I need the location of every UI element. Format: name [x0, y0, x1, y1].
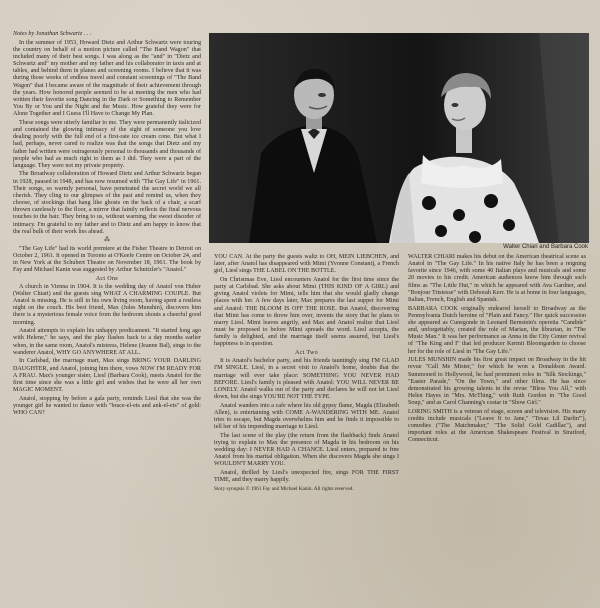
synopsis-paragraph: It is Anatol's bachelor party, and his friends tauntingly sing I'M GLAD I'M SINGLE. Liesl, in a secret visit to Anatol's home, doubts that the marriage will ever take place: SOMETHING YOU NEVER HAD BEFORE. Liesl's family is pleased with Anatol: YOU WILL NEVER BE LONELY. Anatol walks out of the party and declares he will not let Liesl down, but she sings YOU'RE NOT THE TYPE. — [214, 358, 399, 400]
synopsis-paragraph: On Christmas Eve, Liesl encounters Anatol for the first time since the party at Carlsbad. She asks about Mimi (THIS KIND OF A GIRL) and giving Anatol violets for Mimi, tells him that she would gladly change places with her. A few days later, Max prepares the last supper for Mimi and Anatol: THE BLOOM IS OFF THE ROSE. But Anatol, discovering that Mimi has come to throw him over, invents the story that he plans to marry Liesl. Mimi leaves angrily, and Max and Anatol realize that Liesl must be proposed to before Mimi spreads the word. Liesl accepts, the family is delighted, and the marriage itself seems assured, but Liesl's happiness is in question. — [214, 276, 399, 348]
bio-paragraph: WALTER CHIARI makes his debut on the American theatrical scene as Anatol in "The Gay Life." In his native Italy he has been a reigning favorite since 1946, with some 40 Italian plays and musicals and some 20 movies to his credit. American audiences know him through such films as "The Little Hut," in which he appeared with Ava Gardner, and "Bonjour Tristesse" with Deborah Kerr. He is at home in four languages, Italian, French, English and Spanish. — [408, 254, 586, 303]
production-photo-image — [209, 33, 589, 243]
notes-paragraph: The Broadway collaboration of Howard Dietz and Arthur Schwartz began in 1928, paused in 1948, and has now resumed with "The Gay Life" in 1961. Their songs, so warmly personal, have penetrated the secret world we all cherish. They cling to our glimpses of the past and remind us, when they choose, of stockings that hang like ghosts on the back of a chair, a scarf thrown carelessly to the floor, a mirror that faintly reflects the final nervous touches to the hair. They bring to us, without warning, the sweet disorder of intimacy. I'm grateful to my father and to Dietz and am happy to know that the real bulk of their work lies ahead. — [13, 171, 201, 235]
synopsis-credit: Story synopsis © 1961 Fay and Michael Kanin. All rights reserved. — [214, 485, 354, 492]
act-one-heading: Act One — [95, 275, 119, 282]
synopsis-paragraph: YOU CAN. At the party the guests waltz to OH, MEIN LIEBCHEN, and later, after Anatol has disappeared with Mimi (Yvonne Constant), a French girl, Liesl sings THE LABEL ON THE BOTTLE. — [214, 254, 399, 275]
bio-paragraph: BARBARA COOK originally endeared herself to Broadway as the Pennsylvania Dutch heroine of "Plain and Fancy." Her quick succession she appeared as Cunegonde in Leonard Bernstein's operetta "Candide" and, unforgettably, created the role of Marian, the librarian, in "The Music Man." It was her performance as Anna in the City Center revival of "The King and I" that led producer Kermit Bloomgarden to choose her for the role of Liesl in "The Gay Life." — [408, 305, 586, 355]
notes-paragraph: In the summer of 1953, Howard Dietz and Arthur Schwartz were touring the country on behalf of a motion picture called "The Band Wagon" that included many of their best songs. I was along as the "and" in "Dietz and Schwartz and" my mother and my father and his collaborator in taxis and at tables, and behind them in planes and screening rooms. I believe that it was during those weeks of endless travel and constant screenings of "The Band Wagon" that I became aware of the magnitude of their achievement through the years. How honored people seemed to be at meeting the men who had written their favorite song Dancing in the Dark or Something to Remember You By or You and the Night and the Music. How grateful they were for Alone Together and I Guess I'll Have to Change My Plan. — [13, 39, 201, 118]
synopsis-paragraph: Anatol, thrilled by Liesl's unexpected fire, sings FOR THE FIRST TIME, and they marry happily. — [214, 470, 399, 484]
section-divider: ⁂ — [103, 237, 111, 244]
premiere-paragraph: "The Gay Life" had its world premiere at the Fisher Theatre in Detroit on October 2, 1961. It opened in Toronto at O'Keefe Centre on October 24, and in New York at the Schubert Theatre on November 18, 1961. The book by Fay and Michael Kanin was suggested by Arthur Schnitzler's "Anatol." — [13, 245, 201, 273]
synopsis-paragraph: A church in Vienna in 1904. It is the wedding day of Anatol von Huber (Walter Chiari) and the guests sing WHAT A CHARMING COUPLE. But Anatol is missing. He is still in his own living room, having spent a restless night on the couch. His best friend, Max (Jules Munshin), discovers him there is a mysterious female voice from the bedroom shouts a cheerful good morning. — [13, 283, 201, 326]
liner-notes-column-1 — [13, 31, 201, 419]
act-two-heading: Act Two — [294, 350, 319, 357]
notes-paragraph: These songs were utterly familiar to me. They were permanently italicized and contained the glowing intimacy of the sight of someone you love dealing poorly with the full end of a first-rate ice cream cone. But what I had, perhaps, never cared to realize was that the songs that Dietz and my father had written were outrageously personal to thousands and thousands of people who had as much right to them as I did. They were a part of the language. They were not my private property. — [13, 119, 201, 169]
notes-byline: Notes by Jonathan Schwartz . . . — [13, 31, 92, 37]
synopsis-paragraph: In Carlsbad, the marriage mart, Max sings BRING YOUR DARLING DAUGHTER, and Anatol, joining him there, vows NOW I'M READY FOR A FRAU. Max's younger sister, Liesl (Barbara Cook), meets Anatol for the first time since she was a little girl and wishes that he were all her own MAGIC MOMENT. — [13, 358, 201, 393]
synopsis-paragraph: Anatol, stopping by before a gala party, reminds Liesl that she was the younger girl he wanted to dance with "brace-el-ets and ank-el-ets" of gold: WHO CAN? — [13, 395, 201, 416]
cast-bios-column — [408, 254, 586, 446]
photo-caption: Walter Chiari and Barbara Cook — [503, 244, 588, 250]
synopsis-paragraph: Anatol wanders into a cafe where his old gypsy flame, Magda (Elizabeth Allen), is entertaining with COME A-WANDERING WITH ME. Anatol tries to escape, but Magda overwhelms him and he finds it impossible to tell her of his impending marriage to Liesl. — [214, 402, 399, 431]
liner-notes-column-2 — [214, 254, 399, 495]
bio-paragraph: LORING SMITH is a veteran of stage, screen and television. His many credits include musicals ("Leave It to Jane," "Texas Lil Darlin'"), comedies ("The Matchmaker," "The Solid Gold Cadillac"), and important roles at the American Shakespeare Festival in Stratford, Connecticut. — [408, 408, 586, 444]
production-photo — [209, 33, 589, 243]
bio-paragraph: JULES MUNSHIN made his first great impact on Broadway in the hit revue "Call Me Mister," for which he won a Donaldson Award. Summoned to Hollywood, he had prominent roles in "Silk Stockings," "Easter Parade," "On the Town," and other films. He has since demonstrated his growing talents in the revue "Bless You All," with Helen Hayes in "Mrs. McThing," with Ruth Gordon in "The Good Soup," and as Carol Channing's costar in "Show Girl." — [408, 357, 586, 407]
synopsis-paragraph: The last scene of the play (the return from the flashback) finds Anatol trying to explain to Max the presence of Magda in his bedroom on his wedding day: I NEVER HAD A CHANCE. Liesl enters, prepared to free Anatol from his marital obligation. When she discovers Magda she sings I WOULDN'T MARRY YOU. — [214, 432, 399, 468]
synopsis-paragraph: Anatol attempts to explain his unhappy predicament. "It started long ago with Helene," he says, and the play flashes back to a day months earlier when, in the same room, Anatol's mistress, Helene (Jeanne Bal), sings to the wanderer Anatol, WHY GO ANYWHERE AT ALL. — [13, 328, 201, 356]
